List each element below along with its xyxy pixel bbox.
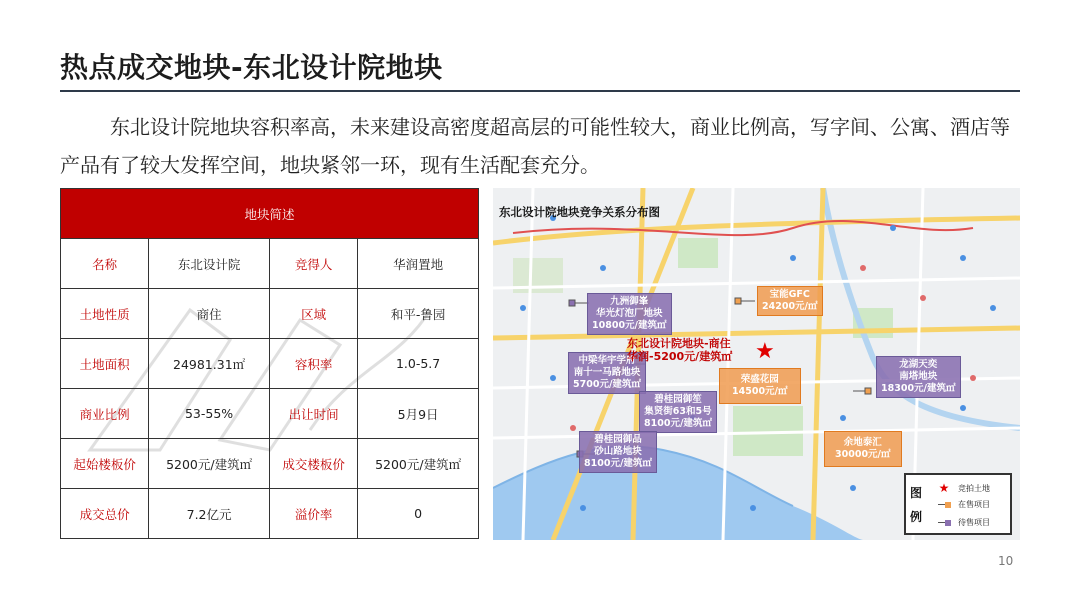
table-row — [61, 289, 479, 339]
callout-name: 碧桂园御笙 — [654, 394, 702, 405]
slide-title: 热点成交地块-东北设计院地块 — [60, 51, 443, 84]
callout-price: 14500元/㎡ — [732, 386, 788, 397]
callout-parcel: 南塔地块 — [899, 371, 938, 382]
subject-parcel-name: 东北设计院地块-商住 — [627, 337, 731, 350]
table-row — [61, 489, 479, 539]
title-divider — [60, 90, 1020, 92]
row-value: 53-55% — [149, 389, 270, 439]
orange-pin-icon — [936, 502, 952, 508]
callout-bgy-yusheng — [639, 391, 717, 433]
row-label: 土地面积 — [61, 339, 149, 389]
red-star-icon: ★ — [938, 481, 950, 495]
legend-item-upcoming — [936, 517, 990, 528]
row-label: 容积率 — [269, 339, 357, 389]
page-number: 10 — [998, 554, 1014, 568]
row-value: 0 — [358, 489, 479, 539]
row-label: 区域 — [269, 289, 357, 339]
callout-price: 30000元/㎡ — [835, 449, 891, 460]
callout-bgy-yupin — [579, 431, 657, 473]
row-label: 出让时间 — [269, 389, 357, 439]
callout-baoneng — [757, 286, 823, 316]
callout-name: 宝能GFC — [769, 289, 810, 300]
subject-parcel-price: 华润-5200元/建筑㎡ — [627, 350, 733, 363]
row-label: 土地性质 — [61, 289, 149, 339]
table-row — [61, 439, 479, 489]
legend-label: 竞拍土地 — [958, 483, 990, 493]
callout-yudi — [824, 431, 902, 467]
intro-paragraph: 东北设计院地块容积率高，未来建设高密度超高层的可能性较大，商业比例高，写字间、公寓、酒店等产品有了较大发挥空间，地块紧邻一环，现有生活配套充分。 — [60, 115, 1010, 177]
row-label: 名称 — [61, 239, 149, 289]
legend-label: 待售项目 — [958, 518, 990, 527]
callout-price: 10800元/建筑㎡ — [592, 320, 667, 331]
callout-parcel: 砂山路地块 — [594, 446, 642, 457]
row-value: 华润置地 — [358, 239, 479, 289]
row-label: 起始楼板价 — [61, 439, 149, 489]
row-label: 成交总价 — [61, 489, 149, 539]
row-label: 成交楼板价 — [269, 439, 357, 489]
callout-name: 九洲御峯 — [610, 296, 649, 307]
purple-pin-icon — [936, 520, 952, 526]
legend-item-on-sale — [936, 499, 990, 510]
callout-name: 荣盛花园 — [740, 374, 779, 385]
competition-map — [493, 188, 1020, 540]
callout-parcel: 华光灯泡厂地块 — [596, 308, 663, 319]
table-row — [61, 339, 479, 389]
row-value: 东北设计院 — [149, 239, 270, 289]
legend-label: 在售项目 — [958, 500, 990, 509]
row-value: 5200元/建筑㎡ — [358, 439, 479, 489]
row-label: 竞得人 — [269, 239, 357, 289]
table-row — [61, 389, 479, 439]
callout-price: 18300元/建筑㎡ — [881, 383, 956, 394]
callout-name: 龙湖天奕 — [899, 359, 938, 370]
subject-star-icon: ★ — [755, 339, 775, 364]
row-value: 1.0-5.7 — [358, 339, 479, 389]
row-label: 溢价率 — [269, 489, 357, 539]
row-value: 和平-鲁园 — [358, 289, 479, 339]
callout-longhu — [876, 356, 961, 398]
row-value: 5200元/建筑㎡ — [149, 439, 270, 489]
callout-name: 余地泰汇 — [843, 437, 882, 448]
map-legend — [904, 473, 1012, 535]
callout-name: 碧桂园御品 — [594, 434, 642, 445]
table-row — [61, 239, 479, 289]
callout-price: 5700元/建筑㎡ — [573, 379, 641, 390]
callout-parcel: 集贤街63和5号 — [644, 406, 712, 417]
legend-title: 图例 — [910, 486, 923, 524]
map-title: 东北设计院地块竞争关系分布图 — [499, 205, 660, 219]
parcel-summary-table — [60, 188, 479, 539]
callout-price: 8100元/建筑㎡ — [644, 418, 712, 429]
callout-name: 中梁华宇学府 — [578, 355, 636, 366]
callout-parcel: 南十一马路地块 — [573, 367, 641, 378]
callout-price: 8100元/建筑㎡ — [584, 458, 652, 469]
callout-rongsheng — [719, 368, 801, 404]
subject-parcel-label — [627, 337, 732, 363]
row-value: 5月9日 — [358, 389, 479, 439]
callout-price: 24200元/㎡ — [762, 301, 818, 312]
row-value: 24981.31㎡ — [149, 339, 270, 389]
table-header: 地块简述 — [61, 189, 479, 239]
legend-item-auction — [936, 481, 990, 495]
row-label: 商业比例 — [61, 389, 149, 439]
row-value: 商住 — [149, 289, 270, 339]
row-value: 7.2亿元 — [149, 489, 270, 539]
callout-jiuzhou — [587, 293, 672, 335]
